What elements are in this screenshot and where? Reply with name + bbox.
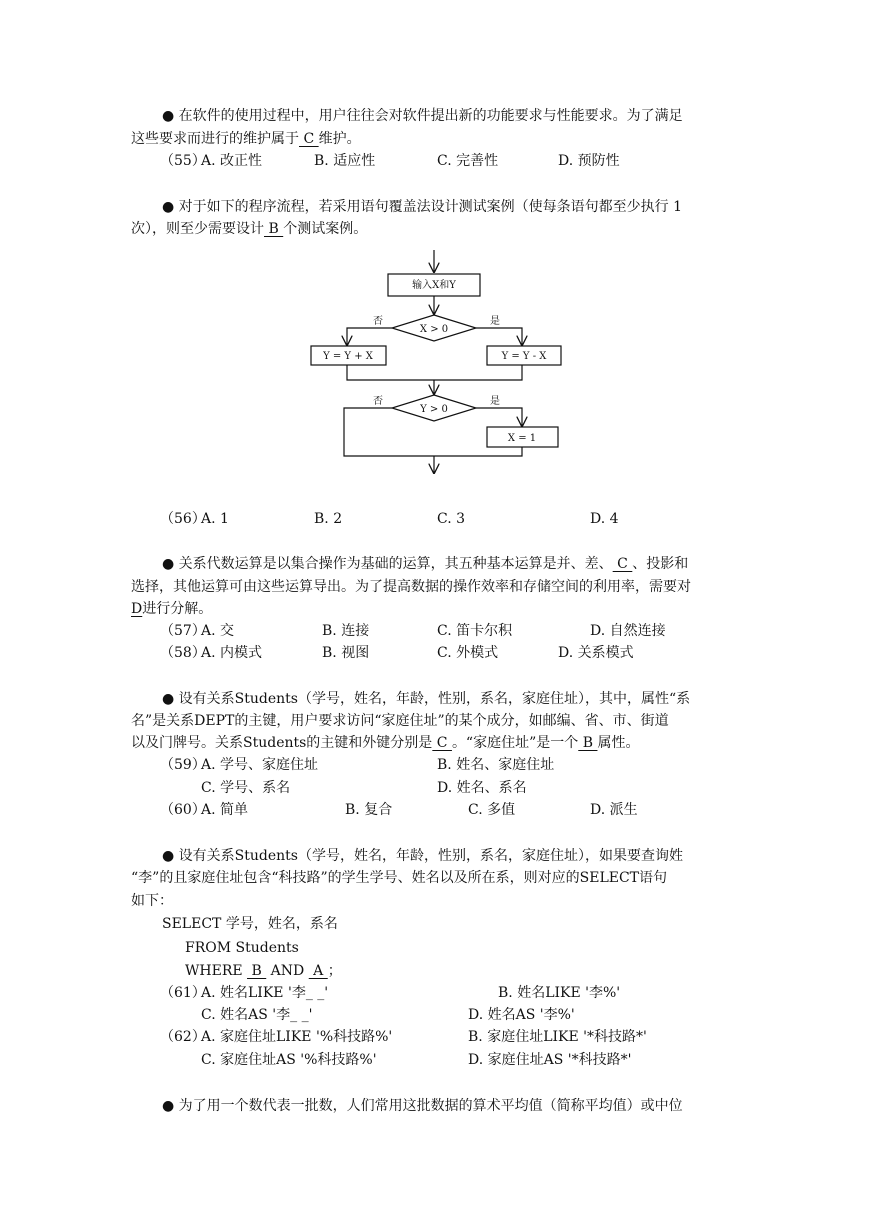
q57-line3 [131, 600, 212, 618]
q61-option-d: D. 姓名AS '李%' [468, 1007, 575, 1023]
q61-line3: 如下： [131, 893, 173, 909]
q58-answer-blank: D [131, 601, 143, 617]
q62-option-b: B. 家庭住址LIKE '*科技路*' [468, 1029, 647, 1045]
yes1-label: 是 [490, 316, 500, 327]
q62-answer-blank: A [308, 963, 328, 979]
q56-answer-blank: B [264, 221, 284, 237]
q60-answer-blank: B [578, 735, 598, 751]
q59-line3 [131, 734, 639, 752]
q55-option-b: B. 适应性 [314, 153, 376, 169]
q57-answer-blank: C [612, 556, 633, 572]
q61-option-b: B. 姓名LIKE '李%' [498, 985, 621, 1001]
q55-option-a: A. 改正性 [201, 153, 263, 169]
q59-option-a: A. 学号、家庭住址 [201, 757, 319, 773]
q57-line1 [162, 555, 688, 573]
yes2-branch [476, 408, 522, 426]
yes1-branch [476, 328, 522, 345]
q61-line1: ● 设有关系Students（学号，姓名，年龄，性别，系名，家庭住址），如果要查询姓 [162, 848, 683, 864]
q55-answer-blank: C [299, 131, 319, 147]
sql-terminator: ； [327, 963, 342, 979]
q55-option-d: D. 预防性 [558, 153, 620, 169]
q63-line1: ● 为了用一个数代表一批数，人们常用这批数据的算术平均值（简称平均值）或中位 [162, 1098, 683, 1114]
q62-number: （62） [160, 1029, 206, 1045]
cond1-label: X > 0 [419, 324, 449, 335]
q60-option-a: A. 简单 [201, 802, 249, 818]
q56-option-c: C. 3 [437, 511, 466, 527]
q59-option-b: B. 姓名、家庭住址 [437, 757, 555, 773]
right-assign-label: Y = Y - X [501, 351, 547, 362]
yes2-return [434, 447, 522, 456]
q61-option-c: C. 姓名AS '李_ _' [201, 1007, 313, 1023]
q58-number: （58） [160, 645, 206, 661]
q57-line1-end: 、投影和 [632, 556, 689, 572]
q59-line3-text: 以及门牌号。关系Students的主键和外键分别是 [131, 735, 433, 751]
q57-line2: 选择，其他运算可由这些运算导出。为了提高数据的操作效率和存储空间的利用率，需要对 [131, 579, 691, 595]
q57-option-d: D. 自然连接 [590, 623, 666, 639]
q58-option-a: A. 内模式 [201, 645, 263, 661]
q57-number: （57） [160, 623, 206, 639]
q56-option-b: B. 2 [314, 511, 343, 527]
q62-option-c: C. 家庭住址AS '%科技路%' [201, 1052, 377, 1068]
q57-option-b: B. 连接 [322, 623, 370, 639]
no2-branch [344, 408, 434, 456]
q57-option-a: A. 交 [201, 623, 235, 639]
q57-option-c: C. 笛卡尔积 [437, 623, 513, 639]
q61-line2: “李”的且家庭住址包含“科技路”的学生学号、姓名以及所在系，则对应的SELECT语句 [131, 870, 668, 886]
q59-line2: 名”是关系DEPT的主键，用户要求访问“家庭住址”的某个成分，如邮编、省、市、街道 [131, 713, 669, 729]
q55-line2-end: 维护。 [318, 131, 361, 147]
q62-option-a: A. 家庭住址LIKE '%科技路%' [201, 1029, 393, 1045]
left-assign-label: Y = Y + X [323, 351, 373, 362]
q59-line3-end: 属性。 [597, 735, 640, 751]
q59-line3-mid: 。“家庭住址”是一个 [451, 735, 579, 751]
yes2-label: 是 [490, 396, 500, 407]
q58-option-c: C. 外模式 [437, 645, 499, 661]
no2-label: 否 [373, 396, 383, 407]
q56-option-a: A. 1 [201, 511, 229, 527]
q59-option-d: D. 姓名、系名 [437, 780, 527, 796]
q58-option-b: B. 视图 [322, 645, 370, 661]
q56-number: （56） [160, 511, 206, 527]
q56-line2-text: 次），则至少需要设计 [131, 221, 264, 237]
q56-line1: ● 对于如下的程序流程，若采用语句覆盖法设计测试案例（使每条语句都至少执行 1 [162, 199, 683, 215]
x-assign-label: X = 1 [507, 433, 537, 444]
program-flowchart [300, 244, 580, 484]
q61-number: （61） [160, 985, 206, 1001]
input-label: 输入X和Y [412, 280, 456, 291]
q59-line1: ● 设有关系Students（学号，姓名，年龄，性别，系名，家庭住址），其中，属性“系 [162, 691, 691, 707]
q55-number: （55） [160, 153, 206, 169]
q61-answer-blank: B [247, 963, 267, 979]
q55-option-c: C. 完善性 [437, 153, 499, 169]
q60-option-b: B. 复合 [345, 802, 393, 818]
cond2-label: Y > 0 [420, 404, 448, 415]
q60-option-d: D. 派生 [590, 802, 638, 818]
q57-line1-text: ● 关系代数运算是以集合操作为基础的运算，其五种基本运算是并、差、 [162, 556, 613, 572]
q55-line2-text: 这些要求而进行的维护属于 [131, 131, 299, 147]
merge-line [347, 365, 522, 380]
q59-answer-blank: C [432, 735, 452, 751]
q59-option-c: C. 学号、系名 [201, 780, 291, 796]
q60-number: （60） [160, 802, 206, 818]
no1-branch [347, 328, 392, 345]
q56-option-d: D. 4 [590, 511, 619, 527]
q60-option-c: C. 多值 [468, 802, 516, 818]
q55-line2 [131, 130, 361, 148]
sql-and-keyword: AND [266, 963, 309, 979]
q58-option-d: D. 关系模式 [558, 645, 634, 661]
sql-where-keyword: WHERE [185, 963, 248, 979]
q61-option-a: A. 姓名LIKE '李_ _' [201, 985, 329, 1001]
q55-line1: ● 在软件的使用过程中，用户往往会对软件提出新的功能要求与性能要求。为了满足 [162, 108, 683, 124]
q59-number: （59） [160, 757, 206, 773]
q62-option-d: D. 家庭住址AS '*科技路*' [468, 1052, 632, 1068]
q56-line2 [131, 220, 367, 238]
q57-line3-text: 进行分解。 [142, 601, 213, 617]
sql-where [185, 962, 342, 980]
no1-label: 否 [373, 316, 383, 327]
sql-select: SELECT 学号，姓名，系名 [162, 916, 338, 932]
q56-line2-end: 个测试案例。 [283, 221, 368, 237]
sql-from: FROM Students [185, 940, 299, 956]
